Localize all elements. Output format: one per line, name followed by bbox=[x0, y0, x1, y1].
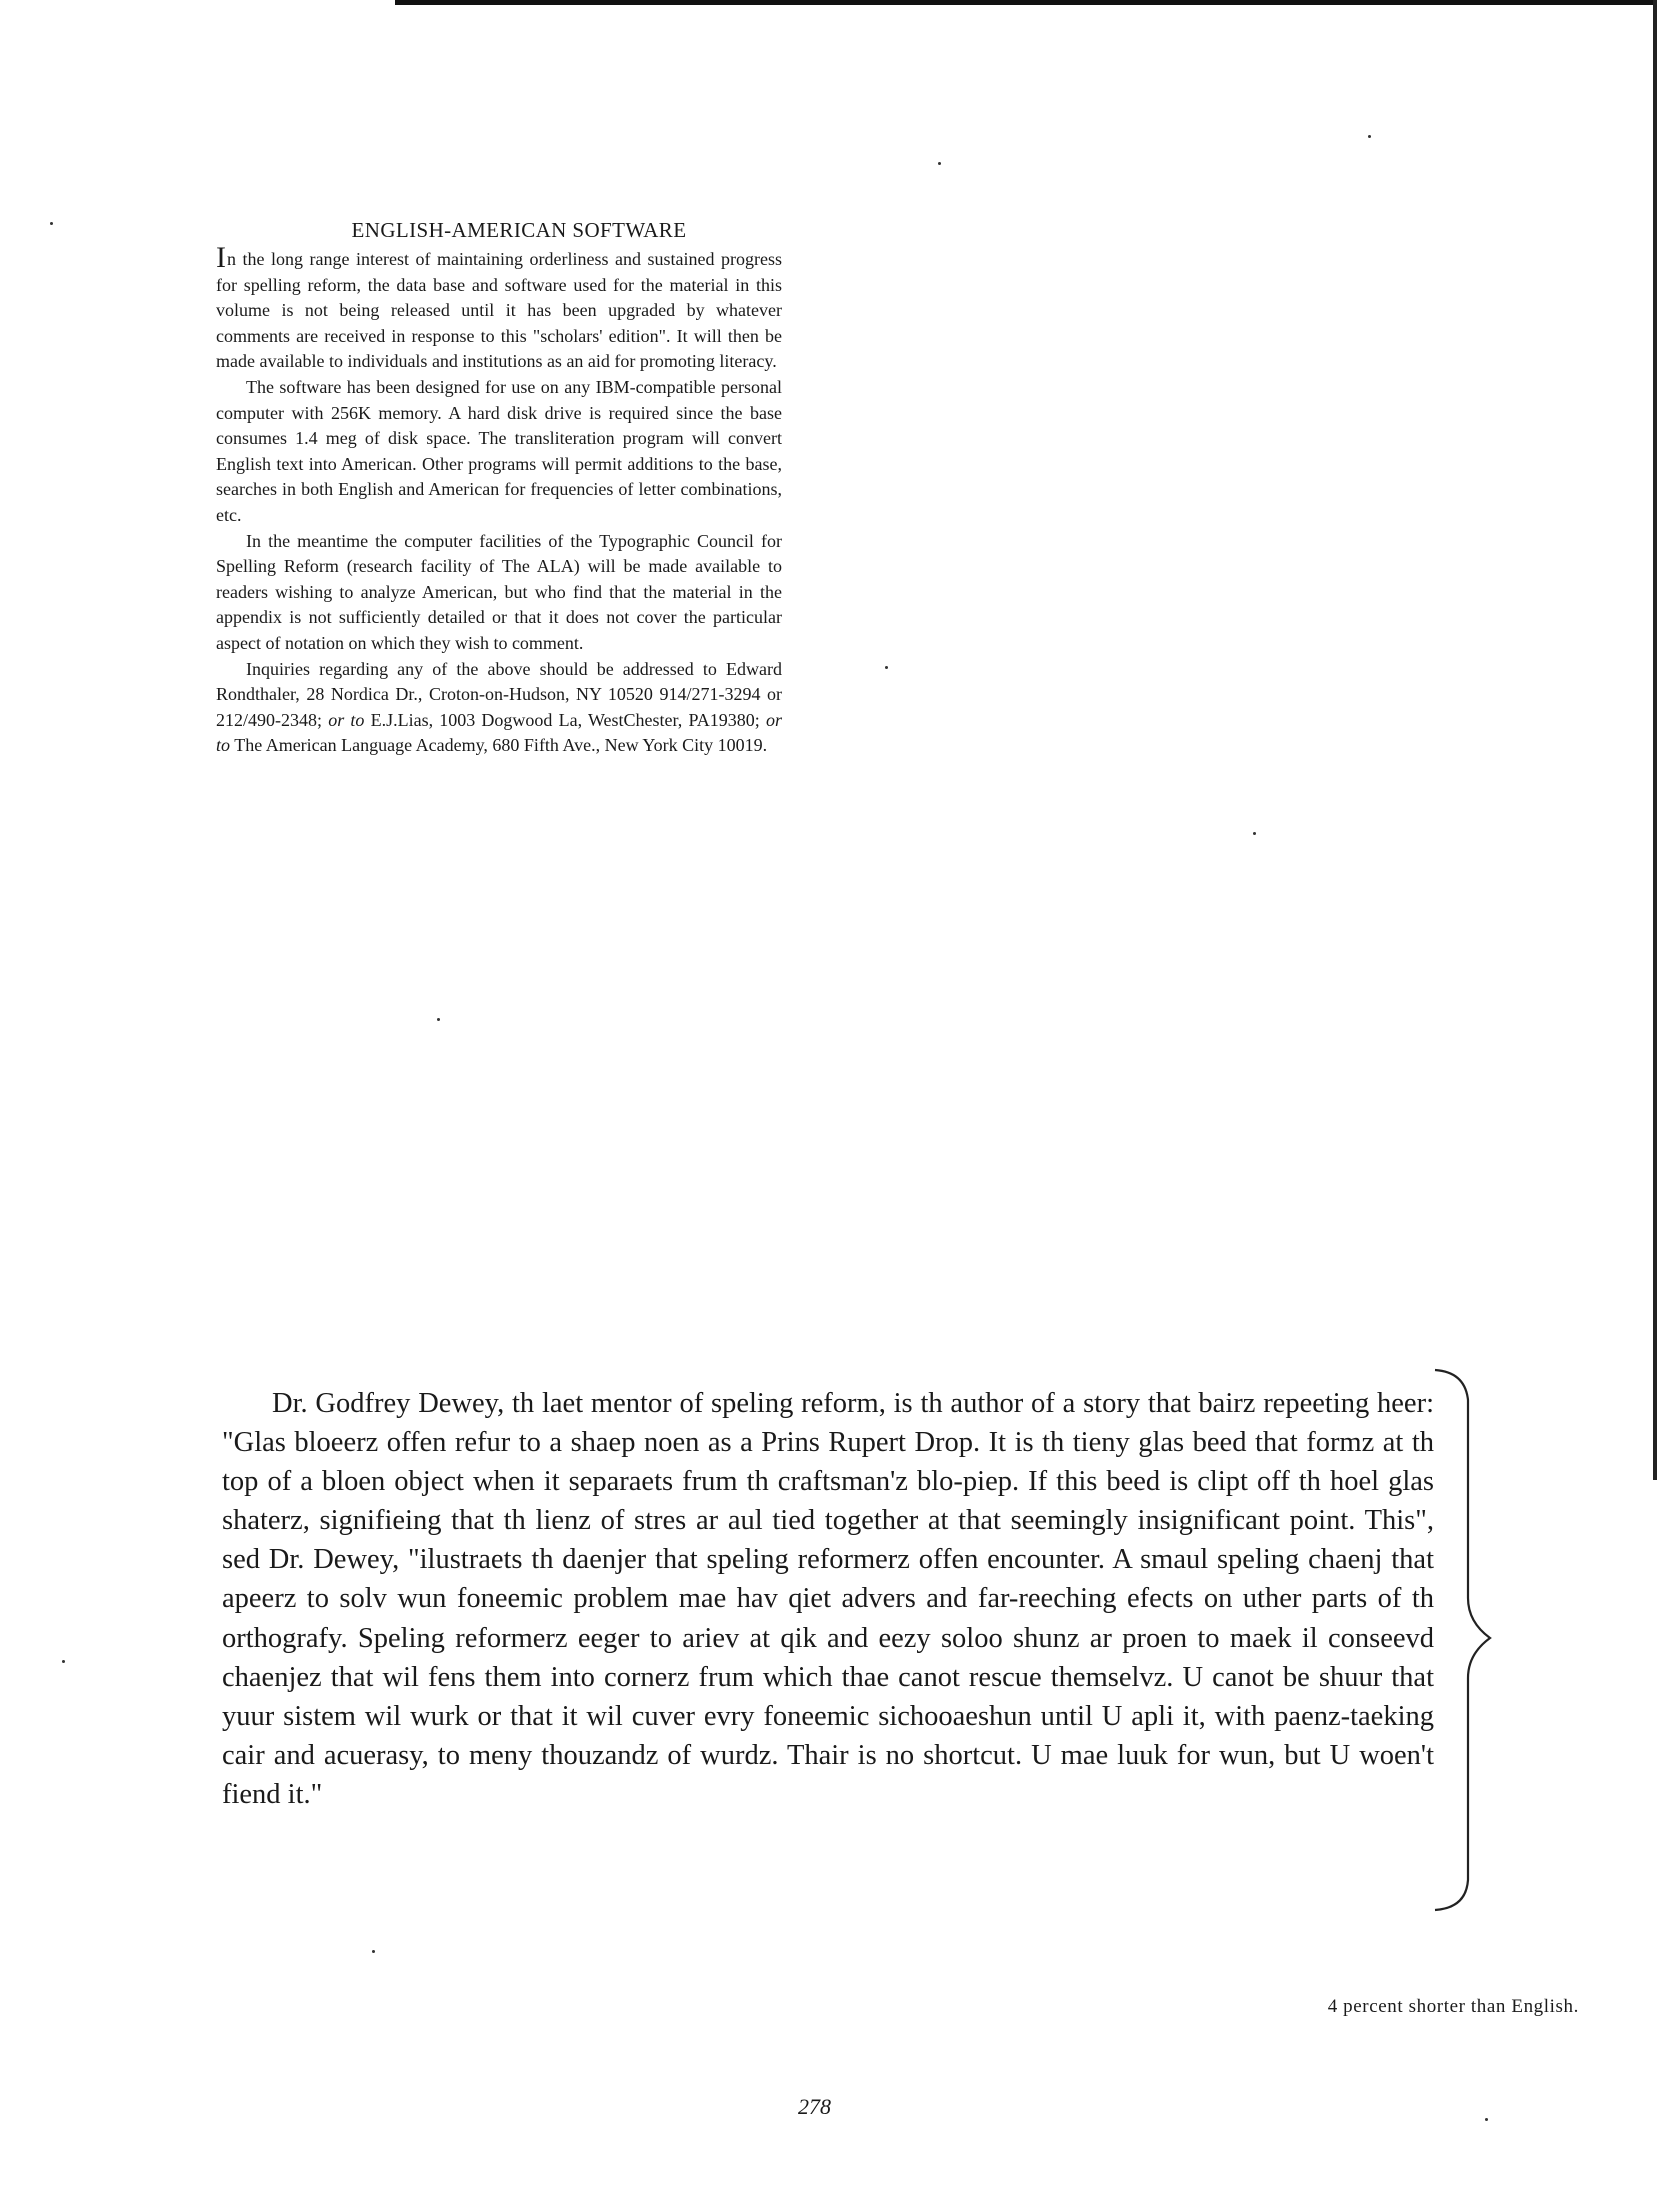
scan-speck bbox=[1253, 832, 1256, 835]
paragraph-2: The software has been designed for use on any IBM-compatible personal computer with 256K memory. A hard disk drive is required since the base consumes 1.4 meg of disk space. The transliteration program will convert English text into American. Other programs will permit additions to the base, searches in both English and American for frequencies of letter combinations, etc. bbox=[216, 376, 782, 525]
right-brace bbox=[1420, 1360, 1500, 1920]
paragraph-3: In the meantime the computer facilities of the Typographic Council for Spelling Reform (research facility of The ALA) will be made available to readers wishing to analyze American, but who find that the material in the appendix is not sufficiently detailed or that it does not cover the particular aspect of notation on which they wish to comment. bbox=[216, 530, 782, 653]
scan-speck bbox=[437, 1018, 440, 1021]
software-section bbox=[216, 218, 782, 759]
top-border-rule bbox=[395, 0, 1657, 5]
contact-academy: The American Language Academy, 680 Fifth Ave., New York City 10019. bbox=[234, 735, 768, 756]
scan-speck bbox=[1368, 135, 1371, 138]
page-number: 278 bbox=[798, 2094, 831, 2119]
footnote: 4 percent shorter than English. bbox=[1327, 1996, 1579, 2017]
or-to-label-1: or to bbox=[328, 709, 365, 730]
right-border-rule bbox=[1653, 0, 1657, 1480]
paragraph-1 bbox=[216, 241, 782, 375]
scan-speck bbox=[1485, 2118, 1488, 2121]
scan-speck bbox=[938, 162, 941, 165]
scan-speck bbox=[62, 1660, 65, 1663]
contact-lias: E.J.Lias, 1003 Dogwood La, WestChester, PA19380; bbox=[370, 709, 760, 730]
scan-speck bbox=[50, 222, 53, 225]
section-title: ENGLISH-AMERICAN SOFTWARE bbox=[351, 218, 687, 242]
paragraph-1-text: n the long range interest of maintaining orderliness and sustained progress for spelling reform, the data base and software used for the material in this volume is not being released until it has been upgraded by whatever comments are received in response to this "scholars' edition". It will then be made available to individuals and institutions as an aid for promoting literacy. bbox=[216, 249, 782, 372]
scan-speck bbox=[372, 1950, 375, 1953]
dewey-quote: Dr. Godfrey Dewey, th laet mentor of speling reform, is th author of a story that bairz repeeting heer: "Glas bloeerz offen refur to a shaep noen as a Prins Rupert Drop. It is th tieny glas beed that formz at th top of a bloen object when it separaets frum th craftsman'z blo-piep. If this beed is clipt off th hoel glas shaterz, signifieing that th lienz of stres ar aul tied together at that seemingly insignificant point. This", sed Dr. Dewey, "ilustraets th daenjer that speling reformerz offen encounter. A smaul speling chaenj that apeerz to solv wun foneemic problem mae hav qiet advers and far-reeching efects on uther parts of th orthografy. Speling reformerz eeger to ariev at qik and eezy soloo shunz ar proen to maek il conseevd chaenjez that wil fens them into cornerz frum which thae canot rescue themselvz. U canot be shuur that yuur sistem wil wurk or that it wil cuver evry foneemic sichooaeshun until U apli it, with paenz-taeking cair and acuerasy, to meny thouzandz of wurdz. Thair is no shortcut. U mae luuk for wun, but U woen't fiend it." bbox=[222, 1388, 1434, 1810]
or-to-label-2: or to bbox=[216, 709, 783, 756]
inquiries-intro: Inquiries regarding any of the above should be addressed to Edward Rondthaler, 28 Nordica Dr., Croton-on-Hudson, NY 10520 914/271-3294 or 212/490-2348; bbox=[216, 658, 782, 730]
inquiries-paragraph bbox=[216, 657, 782, 759]
drop-cap: I bbox=[216, 241, 226, 274]
scan-speck bbox=[885, 666, 888, 669]
